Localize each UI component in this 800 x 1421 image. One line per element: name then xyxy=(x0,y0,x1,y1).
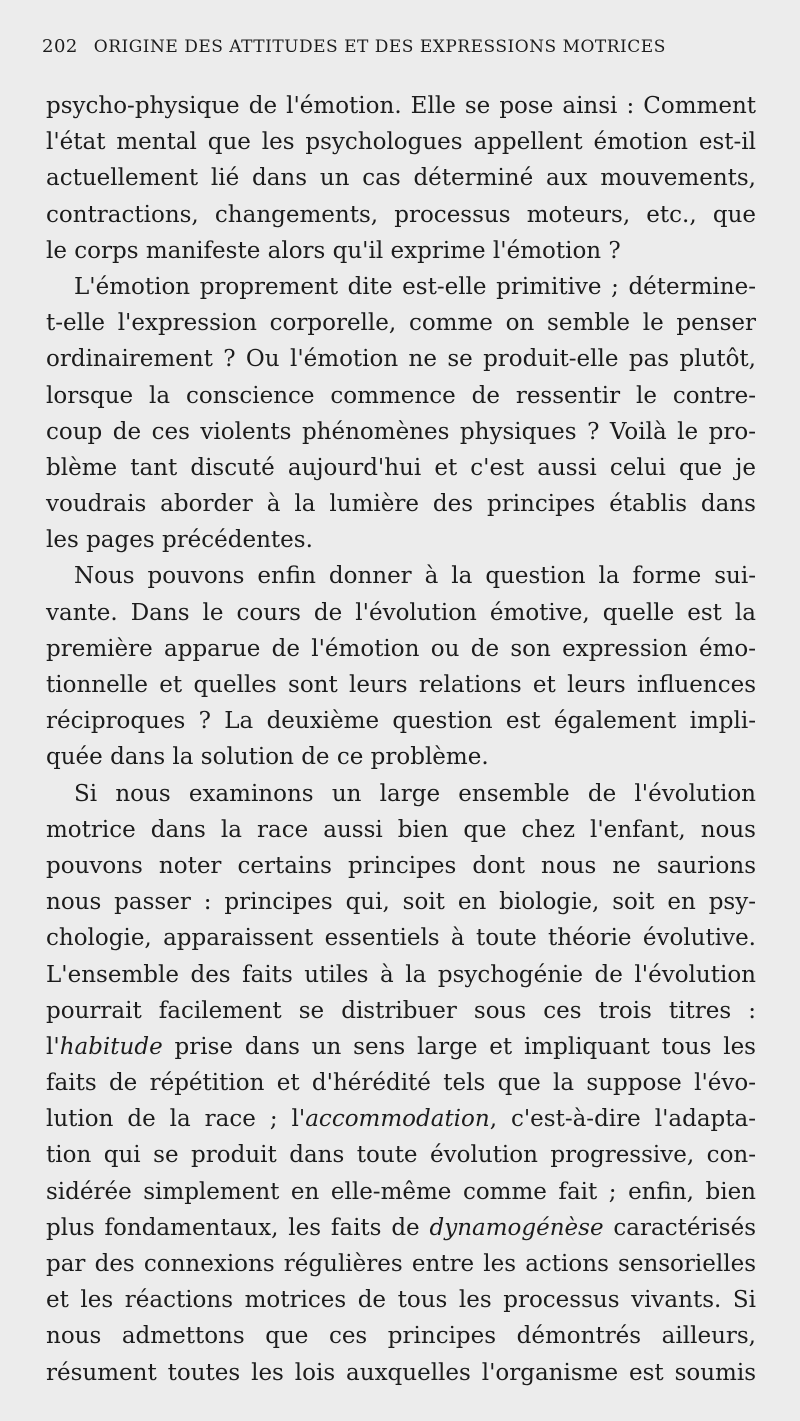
text-line xyxy=(46,1065,756,1101)
text-run: lorsque la conscience commence de ressentir le contre- xyxy=(46,382,756,409)
text-line xyxy=(46,812,756,848)
text-line xyxy=(46,993,756,1029)
text-run: actuellement lié dans un cas déterminé aux mouvements, xyxy=(46,165,756,192)
text-run: faits de répétition et d'hérédité tels que la suppose l'évo- xyxy=(46,1070,756,1097)
text-line xyxy=(46,1210,756,1246)
text-line xyxy=(46,884,756,920)
text-line xyxy=(46,776,756,812)
text-line xyxy=(46,703,756,739)
text-run: voudrais aborder à la lumière des principes établis dans xyxy=(46,491,756,518)
text-run: sidérée simplement en elle-même comme fait ; enfin, bien xyxy=(46,1178,756,1205)
text-line xyxy=(46,595,756,631)
text-line xyxy=(46,124,756,160)
text-line xyxy=(46,522,756,558)
text-run: pouvons noter certains principes dont nous ne saurions xyxy=(46,852,756,879)
text-line xyxy=(46,414,756,450)
text-run: Si nous examinons un large ensemble de l'évolution xyxy=(74,780,756,807)
text-line xyxy=(46,667,756,703)
text-line xyxy=(46,305,756,341)
text-run: nous admettons que ces principes démontrés ailleurs, xyxy=(46,1323,756,1350)
running-head xyxy=(42,36,742,57)
text-line xyxy=(46,848,756,884)
text-run: lution de la race ; l' xyxy=(46,1106,306,1133)
text-line xyxy=(46,486,756,522)
text-run: et les réactions motrices de tous les processus vivants. Si xyxy=(46,1287,756,1314)
text-run: , c'est-à-dire l'adapta- xyxy=(489,1106,756,1133)
text-run: première apparue de l'émotion ou de son expression émo- xyxy=(46,635,756,662)
text-run: tionnelle et quelles sont leurs relations et leurs influences xyxy=(46,672,756,698)
text-run: prise dans un sens large et impliquant tous les xyxy=(162,1033,756,1060)
text-run: motrice dans la race aussi bien que chez l'enfant, nous xyxy=(46,816,756,843)
text-run: quée dans la solution de ce problème. xyxy=(46,744,489,771)
text-run: L'émotion proprement dite est-elle primitive ; détermine- xyxy=(74,273,756,300)
text-run: les pages précédentes. xyxy=(46,527,313,554)
text-line xyxy=(46,269,756,305)
italic-term: habitude xyxy=(59,1033,163,1060)
text-line xyxy=(46,920,756,956)
text-line xyxy=(46,197,756,233)
text-run: l' xyxy=(46,1033,60,1060)
text-line xyxy=(46,1282,756,1318)
text-run: caractérisés xyxy=(603,1214,756,1241)
text-line xyxy=(46,1029,756,1065)
text-line xyxy=(46,1174,756,1210)
text-line xyxy=(46,233,756,269)
text-run: chologie, apparaissent essentiels à toute théorie évolutive. xyxy=(46,925,756,952)
text-run: L'ensemble des faits utiles à la psychogénie de l'évolution xyxy=(46,961,756,988)
text-run: résument toutes les lois auxquelles l'organisme est soumis xyxy=(46,1359,756,1386)
text-run: Nous pouvons enfin donner à la question la forme sui- xyxy=(74,563,756,590)
body-text xyxy=(46,88,756,1391)
text-run: par des connexions régulières entre les actions sensorielles xyxy=(46,1251,756,1277)
text-line xyxy=(46,1101,756,1137)
text-line xyxy=(46,160,756,196)
text-line xyxy=(46,88,756,124)
text-line xyxy=(46,558,756,594)
text-run: tion qui se produit dans toute évolution progressive, con- xyxy=(46,1142,756,1169)
text-line xyxy=(46,1137,756,1173)
text-run: l'état mental que les psychologues appellent émotion est-il xyxy=(46,129,756,156)
text-run: t-elle l'expression corporelle, comme on semble le penser xyxy=(46,310,756,337)
text-line xyxy=(46,739,756,775)
running-title: ORIGINE DES ATTITUDES ET DES EXPRESSIONS MOTRICES xyxy=(93,37,666,57)
text-run: coup de ces violents phénomènes physiques ? Voilà le pro- xyxy=(46,418,756,445)
text-run: plus fondamentaux, les faits de xyxy=(46,1214,430,1241)
text-line xyxy=(46,341,756,377)
text-line xyxy=(46,378,756,414)
text-run: blème tant discuté aujourd'hui et c'est aussi celui que je xyxy=(46,454,756,481)
page-number: 202 xyxy=(42,36,78,57)
text-line xyxy=(46,450,756,486)
italic-term: dynamogénèse xyxy=(429,1214,604,1241)
text-line xyxy=(46,957,756,993)
text-run: psycho-physique de l'émotion. Elle se pose ainsi : Comment xyxy=(46,93,756,119)
text-run: réciproques ? La deuxième question est également impli- xyxy=(46,708,756,735)
text-line xyxy=(46,1318,756,1354)
text-run: le corps manifeste alors qu'il exprime l'émotion ? xyxy=(46,237,621,264)
text-run: pourrait facilement se distribuer sous ces trois titres : xyxy=(46,997,756,1024)
text-run: vante. Dans le cours de l'évolution émotive, quelle est la xyxy=(46,599,756,626)
text-line xyxy=(46,631,756,667)
text-run: contractions, changements, processus moteurs, etc., que xyxy=(46,201,756,228)
text-run: ordinairement ? Ou l'émotion ne se produit-elle pas plutôt, xyxy=(46,346,756,373)
italic-term: accommodation xyxy=(305,1106,490,1133)
text-line xyxy=(46,1355,756,1391)
text-run: nous passer : principes qui, soit en biologie, soit en psy- xyxy=(46,889,756,916)
text-line xyxy=(46,1246,756,1282)
